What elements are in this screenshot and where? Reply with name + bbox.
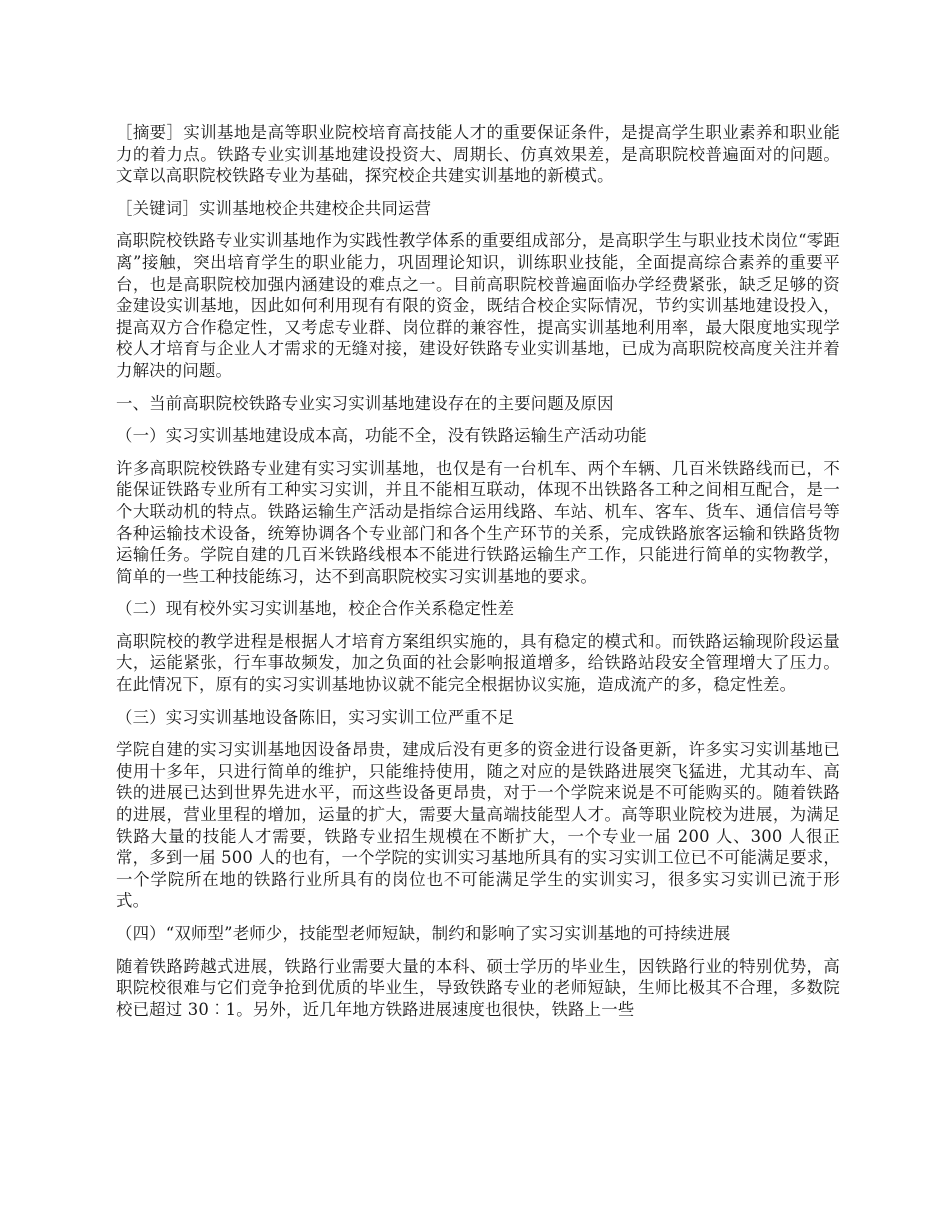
abstract-paragraph: ［摘要］实训基地是高等职业院校培育高技能人才的重要保证条件，是提高学生职业素养和职业能力的着力点。铁路专业实训基地建设投资大、周期长、仿真效果差，是高职院校普遍面对的问题。文章以高职院校铁路专业为基础，探究校企共建实训基地的新模式。 [116, 123, 840, 186]
subsection-1-paragraph: 许多高职院校铁路专业建有实习实训基地，也仅是有一台机车、两个车辆、几百米铁路线而已，不能保证铁路专业所有工种实习实训，并且不能相互联动，体现不出铁路各工种之间相互配合，是一个大联动机的特点。铁路运输生产活动是指综合运用线路、车站、机车、客车、货车、通信信号等各种运输技术设备，统筹协调各个专业部门和各个生产环节的关系，完成铁路旅客运输和铁路货物运输任务。学院自建的几百米铁路线根本不能进行铁路运输生产工作，只能进行简单的实物教学，简单的一些工种技能练习，达不到高职院校实习实训基地的要求。 [116, 458, 840, 586]
subsection-3-paragraph: 学院自建的实习实训基地因设备昂贵，建成后没有更多的资金进行设备更新，许多实习实训基地已使用十多年，只进行简单的维护，只能维持使用，随之对应的是铁路进展突飞猛进，尤其动车、高铁的进展已达到世界先进水平，而这些设备更昂贵，对于一个学院来说是不可能购买的。随着铁路的进展，营业里程的增加，运量的扩大，需要大量高端技能型人才。高等职业院校为进展，为满足铁路大量的技能人才需要，铁路专业招生规模在不断扩大，一个专业一届 200 人、300 人很正常，多到一届 500 人的也有，一个学院的实训实习基地所具有的实习实训工位已不可能满足要求，一个学院所在地的铁路行业所具有的岗位也不可能满足学生的实训实习，很多实习实训已流于形式。 [116, 740, 840, 911]
intro-paragraph: 高职院校铁路专业实训基地作为实践性教学体系的重要组成部分，是高职学生与职业技术岗位“零距离”接触，突出培育学生的职业能力，巩固理论知识，训练职业技能，全面提高综合素养的重要平台，也是高职院校加强内涵建设的难点之一。目前高职院校普遍面临办学经费紧张，缺乏足够的资金建设实训基地，因此如何利用现有有限的资金，既结合校企实际情况，节约实训基地建设投入，提高双方合作稳定性，又考虑专业群、岗位群的兼容性，提高实训基地利用率，最大限度地实现学校人才培育与企业人才需求的无缝对接，建设好铁路专业实训基地，已成为高职院校高度关注并着力解决的问题。 [116, 231, 840, 380]
subsection-2-heading: （二）现有校外实习实训基地，校企合作关系稳定性差 [116, 599, 515, 619]
subsection-4-paragraph: 随着铁路跨越式进展，铁路行业需要大量的本科、硕士学历的毕业生，因铁路行业的特别优势，高职院校很难与它们竞争抢到优质的毕业生，导致铁路专业的老师短缺，生师比极其不合理，多数院校已超过 30︰1。另外，近几年地方铁路进展速度也很快，铁路上一些 [116, 956, 840, 1019]
subsection-4-heading: （四）“双师型”老师少，技能型老师短缺，制约和影响了实习实训基地的可持续进展 [116, 924, 731, 943]
subsection-3-heading: （三）实习实训基地设备陈旧，实习实训工位严重不足 [116, 707, 515, 727]
keywords-line: ［关键词］实训基地校企共建校企共同运营 [116, 198, 432, 218]
subsection-2-paragraph: 高职院校的教学进程是根据人才培育方案组织实施的，具有稳定的模式和。而铁路运输现阶段运量大，运能紧张，行车事故频发，加之负面的社会影响报道增多，给铁路站段安全管理增大了压力。在此情况下，原有的实习实训基地协议就不能完全根据协议实施，造成流产的多，稳定性差。 [116, 631, 840, 695]
subsection-1-heading: （一）实习实训基地建设成本高，功能不全，没有铁路运输生产活动功能 [116, 426, 647, 446]
section-1-heading: 一、当前高职院校铁路专业实习实训基地建设存在的主要问题及原因 [116, 393, 614, 413]
document-body [116, 122, 840, 1031]
